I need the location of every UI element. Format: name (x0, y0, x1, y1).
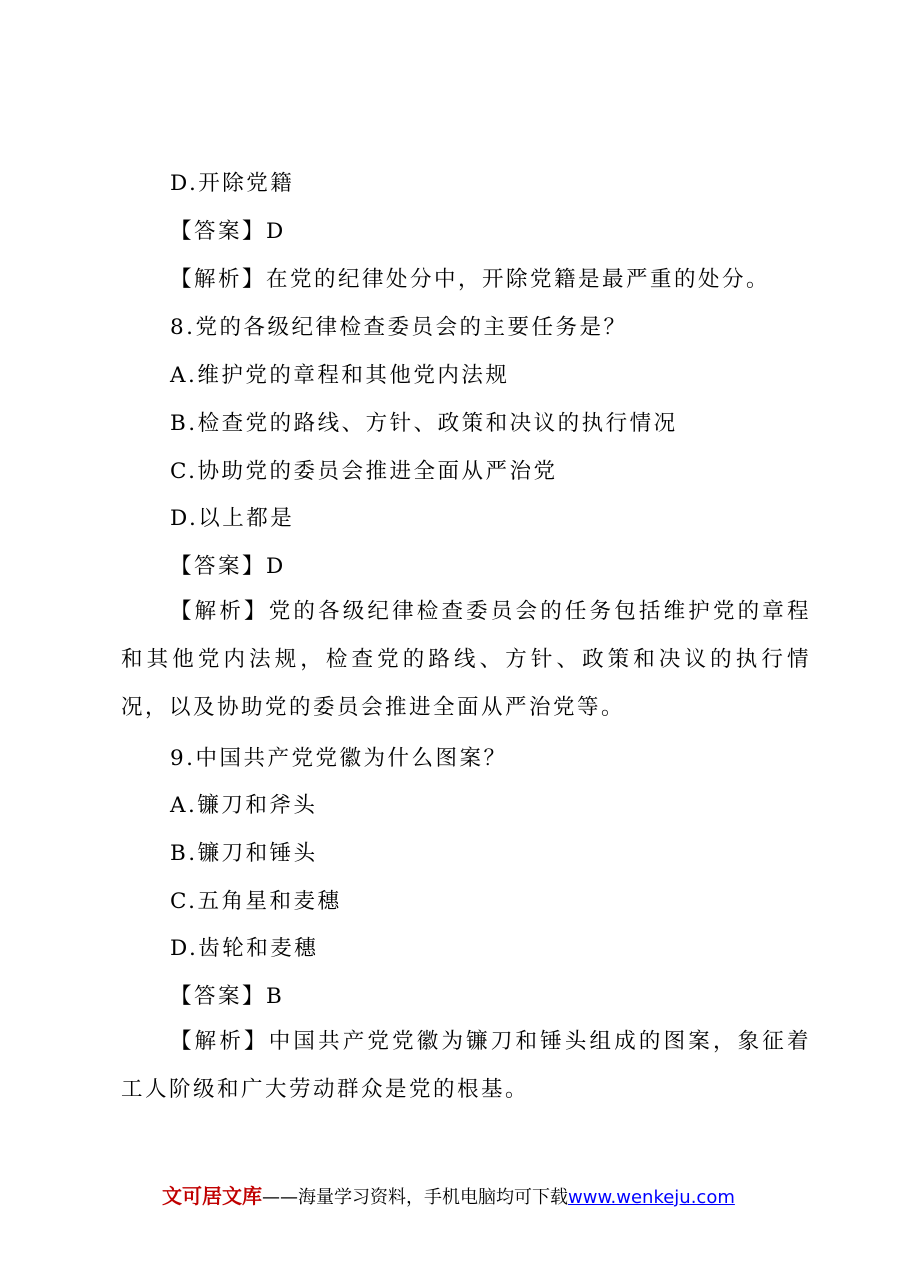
q9-answer: 【答案】B (170, 984, 285, 1009)
footer-brand: 文可居文库 (162, 1184, 262, 1208)
q8-option-c: C.协助党的委员会推进全面从严治党 (170, 459, 558, 484)
q7-answer: 【答案】D (170, 219, 286, 244)
q8-answer: 【答案】D (170, 554, 286, 579)
q8-option-d: D.以上都是 (170, 506, 295, 531)
q8-option-a: A.维护党的章程和其他党内法规 (170, 363, 510, 388)
q9-question: 9.中国共产党党徽为什么图案？ (170, 746, 508, 771)
q8-option-b: B.检查党的路线、方针、政策和决议的执行情况 (170, 411, 678, 436)
q9-analysis: 【解析】中国共产党党徽为镰刀和锤头组成的图案，象征着工人阶级和广大劳动群众是党的根基。 (121, 1029, 811, 1102)
q9-option-b: B.镰刀和锤头 (170, 841, 318, 866)
q9-option-a: A.镰刀和斧头 (170, 793, 318, 818)
q9-option-c: C.五角星和麦穗 (170, 889, 342, 914)
q9-option-d: D.齿轮和麦穗 (170, 936, 319, 961)
q8-analysis: 【解析】党的各级纪律检查委员会的任务包括维护党的章程和其他党内法规，检查党的路线、方针、政策和决议的执行情况，以及协助党的委员会推进全面从严治党等。 (121, 599, 811, 720)
q7-option-d: D.开除党籍 (170, 171, 295, 196)
footer-url-link[interactable]: www.wenkeju.com (568, 1187, 735, 1208)
q7-analysis: 【解析】在党的纪律处分中，开除党籍是最严重的处分。 (170, 267, 771, 292)
footer (162, 1181, 735, 1213)
q8-question: 8.党的各级纪律检查委员会的主要任务是？ (170, 315, 628, 340)
footer-slogan: ——海量学习资料，手机电脑均可下载 (262, 1187, 568, 1208)
